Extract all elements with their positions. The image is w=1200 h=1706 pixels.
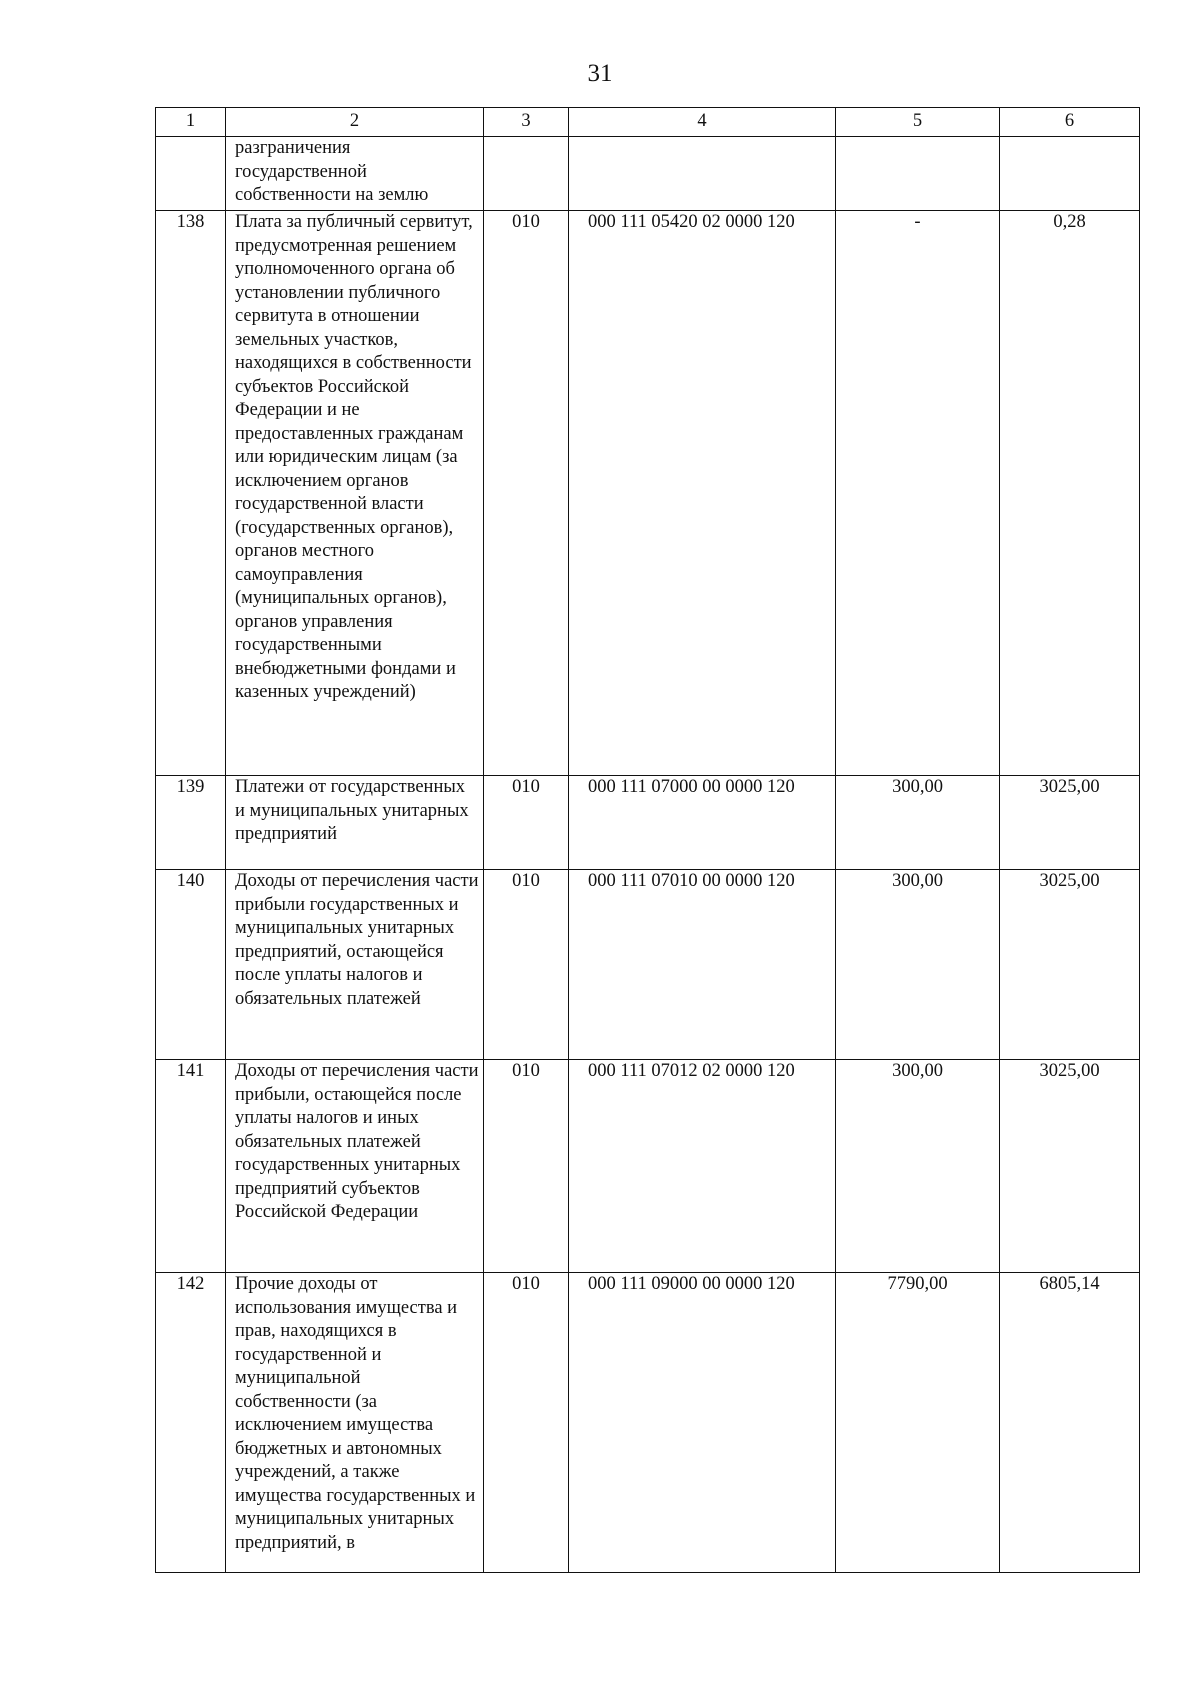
amount-col5: - bbox=[836, 211, 1000, 776]
column-header: 6 bbox=[1000, 108, 1140, 137]
table-row bbox=[156, 137, 1140, 211]
row-number: 140 bbox=[156, 870, 226, 1060]
admin-code: 010 bbox=[484, 870, 569, 1060]
admin-code: 010 bbox=[484, 211, 569, 776]
admin-code: 010 bbox=[484, 776, 569, 870]
budget-classification-code: 000 111 09000 00 0000 120 bbox=[569, 1273, 836, 1573]
budget-classification-code bbox=[569, 137, 836, 211]
row-number: 142 bbox=[156, 1273, 226, 1573]
amount-col6 bbox=[1000, 137, 1140, 211]
amount-col6: 3025,00 bbox=[1000, 1060, 1140, 1273]
amount-col5 bbox=[836, 137, 1000, 211]
row-number: 138 bbox=[156, 211, 226, 776]
column-header: 2 bbox=[226, 108, 484, 137]
table-row bbox=[156, 1060, 1140, 1273]
row-number: 139 bbox=[156, 776, 226, 870]
table-row bbox=[156, 776, 1140, 870]
budget-classification-code: 000 111 07012 02 0000 120 bbox=[569, 1060, 836, 1273]
admin-code bbox=[484, 137, 569, 211]
admin-code: 010 bbox=[484, 1273, 569, 1573]
column-header: 4 bbox=[569, 108, 836, 137]
table-row bbox=[156, 870, 1140, 1060]
budget-classification-code: 000 111 07000 00 0000 120 bbox=[569, 776, 836, 870]
budget-classification-code: 000 111 07010 00 0000 120 bbox=[569, 870, 836, 1060]
amount-col5: 300,00 bbox=[836, 776, 1000, 870]
amount-col6: 3025,00 bbox=[1000, 776, 1140, 870]
column-header: 1 bbox=[156, 108, 226, 137]
column-header: 5 bbox=[836, 108, 1000, 137]
admin-code: 010 bbox=[484, 1060, 569, 1273]
income-name: разграничения государственной собственности на землю bbox=[226, 137, 484, 211]
amount-col5: 300,00 bbox=[836, 1060, 1000, 1273]
income-name: Прочие доходы от использования имущества и прав, находящихся в государственной и муниципальной собственности (за исключением имущества бюджетных и автономных учреждений, а также имущества государственных и муниципальных унитарных предприятий, в bbox=[226, 1273, 484, 1573]
budget-table bbox=[155, 107, 1140, 1573]
column-header: 3 bbox=[484, 108, 569, 137]
row-number bbox=[156, 137, 226, 211]
budget-classification-code: 000 111 05420 02 0000 120 bbox=[569, 211, 836, 776]
income-name: Платежи от государственных и муниципальных унитарных предприятий bbox=[226, 776, 484, 870]
income-name: Доходы от перечисления части прибыли государственных и муниципальных унитарных предприятий, остающейся после уплаты налогов и обязательных платежей bbox=[226, 870, 484, 1060]
amount-col6: 6805,14 bbox=[1000, 1273, 1140, 1573]
amount-col6: 0,28 bbox=[1000, 211, 1140, 776]
row-number: 141 bbox=[156, 1060, 226, 1273]
table-header-row bbox=[156, 108, 1140, 137]
page-number: 31 bbox=[587, 60, 613, 87]
table-row bbox=[156, 1273, 1140, 1573]
amount-col5: 7790,00 bbox=[836, 1273, 1000, 1573]
table-row bbox=[156, 211, 1140, 776]
income-name: Доходы от перечисления части прибыли, остающейся после уплаты налогов и иных обязательных платежей государственных унитарных предприятий субъектов Российской Федерации bbox=[226, 1060, 484, 1273]
amount-col5: 300,00 bbox=[836, 870, 1000, 1060]
income-name: Плата за публичный сервитут, предусмотренная решением уполномоченного органа об установлении публичного сервитута в отношении земельных участков, находящихся в собственности субъектов Российской Федерации и не предоставленных гражданам или юридическим лицам (за исключением органов государственной власти (государственных органов), органов местного самоуправления (муниципальных органов), органов управления государственными внебюджетными фондами и казенных учреждений) bbox=[226, 211, 484, 776]
amount-col6: 3025,00 bbox=[1000, 870, 1140, 1060]
